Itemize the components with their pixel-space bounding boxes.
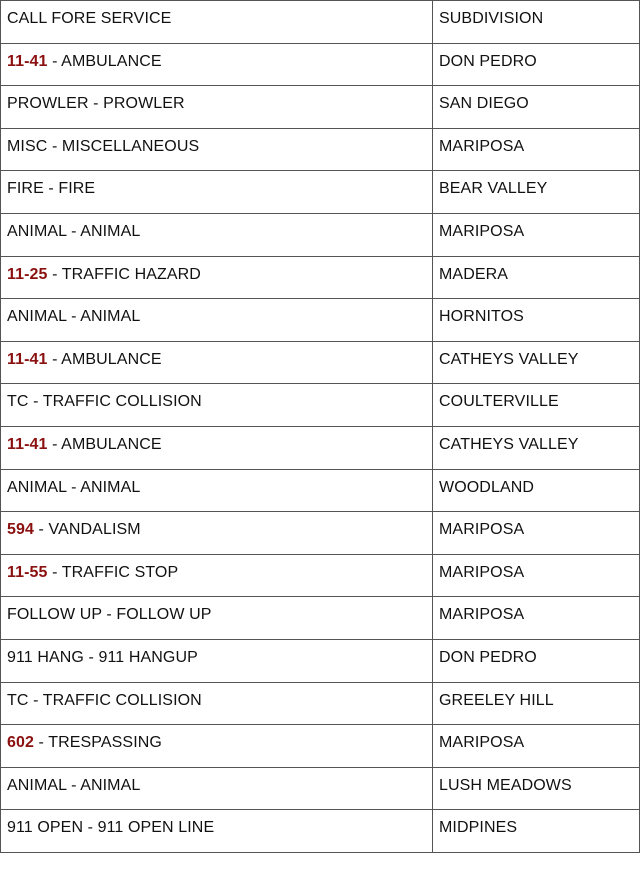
call-description: - AMBULANCE bbox=[47, 52, 162, 70]
table-row bbox=[1, 341, 640, 384]
call-type-cell bbox=[1, 213, 433, 256]
header-call-for-service: CALL FORE SERVICE bbox=[1, 1, 433, 44]
call-description: - VANDALISM bbox=[34, 521, 141, 539]
subdivision-cell: WOODLAND bbox=[433, 469, 640, 512]
subdivision-cell: GREELEY HILL bbox=[433, 682, 640, 725]
table-row bbox=[1, 299, 640, 342]
table-row bbox=[1, 597, 640, 640]
call-description: - TRAFFIC HAZARD bbox=[47, 265, 201, 283]
subdivision-cell: MADERA bbox=[433, 256, 640, 299]
call-description: 911 HANG - 911 HANGUP bbox=[7, 648, 198, 666]
call-type-cell bbox=[1, 43, 433, 86]
call-type-cell bbox=[1, 512, 433, 555]
table-row bbox=[1, 810, 640, 853]
calls-table-body bbox=[1, 43, 640, 852]
call-code: 11-41 bbox=[7, 435, 48, 453]
subdivision-cell: MARIPOSA bbox=[433, 128, 640, 171]
call-description: ANIMAL - ANIMAL bbox=[7, 478, 141, 496]
call-type-cell bbox=[1, 341, 433, 384]
call-description: - AMBULANCE bbox=[47, 350, 162, 368]
call-description: - TRAFFIC STOP bbox=[47, 563, 179, 581]
subdivision-cell: BEAR VALLEY bbox=[433, 171, 640, 214]
call-type-cell bbox=[1, 554, 433, 597]
subdivision-cell: MARIPOSA bbox=[433, 725, 640, 768]
call-description: 911 OPEN - 911 OPEN LINE bbox=[7, 819, 215, 837]
header-row bbox=[1, 1, 640, 44]
table-row bbox=[1, 767, 640, 810]
subdivision-cell: DON PEDRO bbox=[433, 639, 640, 682]
call-description: TC - TRAFFIC COLLISION bbox=[7, 691, 202, 709]
call-description: ANIMAL - ANIMAL bbox=[7, 308, 141, 326]
call-type-cell bbox=[1, 256, 433, 299]
table-row bbox=[1, 512, 640, 555]
call-description: MISC - MISCELLANEOUS bbox=[7, 137, 200, 155]
call-code: 594 bbox=[7, 521, 34, 539]
call-description: - TRESPASSING bbox=[34, 734, 162, 752]
subdivision-cell: CATHEYS VALLEY bbox=[433, 426, 640, 469]
header-subdivision: SUBDIVISION bbox=[433, 1, 640, 44]
call-description: TC - TRAFFIC COLLISION bbox=[7, 393, 202, 411]
call-description: ANIMAL - ANIMAL bbox=[7, 776, 141, 794]
subdivision-cell: MIDPINES bbox=[433, 810, 640, 853]
table-row bbox=[1, 725, 640, 768]
call-code: 11-55 bbox=[7, 563, 48, 581]
call-description: ANIMAL - ANIMAL bbox=[7, 222, 141, 240]
call-code: 11-41 bbox=[7, 52, 48, 70]
table-row bbox=[1, 171, 640, 214]
call-type-cell bbox=[1, 597, 433, 640]
table-row bbox=[1, 426, 640, 469]
subdivision-cell: MARIPOSA bbox=[433, 512, 640, 555]
call-code: 602 bbox=[7, 734, 34, 752]
subdivision-cell: SAN DIEGO bbox=[433, 86, 640, 129]
subdivision-cell: DON PEDRO bbox=[433, 43, 640, 86]
call-description: FOLLOW UP - FOLLOW UP bbox=[7, 606, 212, 624]
call-type-cell bbox=[1, 469, 433, 512]
subdivision-cell: MARIPOSA bbox=[433, 213, 640, 256]
table-row bbox=[1, 384, 640, 427]
call-type-cell bbox=[1, 639, 433, 682]
table-row bbox=[1, 256, 640, 299]
table-row bbox=[1, 213, 640, 256]
subdivision-cell: LUSH MEADOWS bbox=[433, 767, 640, 810]
subdivision-cell: MARIPOSA bbox=[433, 554, 640, 597]
call-type-cell bbox=[1, 426, 433, 469]
call-description: PROWLER - PROWLER bbox=[7, 95, 185, 113]
call-type-cell bbox=[1, 810, 433, 853]
call-type-cell bbox=[1, 682, 433, 725]
call-description: FIRE - FIRE bbox=[7, 180, 96, 198]
call-type-cell bbox=[1, 725, 433, 768]
call-type-cell bbox=[1, 171, 433, 214]
subdivision-cell: CATHEYS VALLEY bbox=[433, 341, 640, 384]
call-type-cell bbox=[1, 384, 433, 427]
subdivision-cell: COULTERVILLE bbox=[433, 384, 640, 427]
call-description: - AMBULANCE bbox=[47, 435, 162, 453]
table-row bbox=[1, 86, 640, 129]
table-row bbox=[1, 639, 640, 682]
call-type-cell bbox=[1, 128, 433, 171]
subdivision-cell: HORNITOS bbox=[433, 299, 640, 342]
subdivision-cell: MARIPOSA bbox=[433, 597, 640, 640]
call-code: 11-41 bbox=[7, 350, 48, 368]
call-type-cell bbox=[1, 86, 433, 129]
call-type-cell bbox=[1, 299, 433, 342]
call-type-cell bbox=[1, 767, 433, 810]
call-code: 11-25 bbox=[7, 265, 48, 283]
table-row bbox=[1, 128, 640, 171]
table-row bbox=[1, 43, 640, 86]
table-row bbox=[1, 469, 640, 512]
table-row bbox=[1, 682, 640, 725]
table-row bbox=[1, 554, 640, 597]
